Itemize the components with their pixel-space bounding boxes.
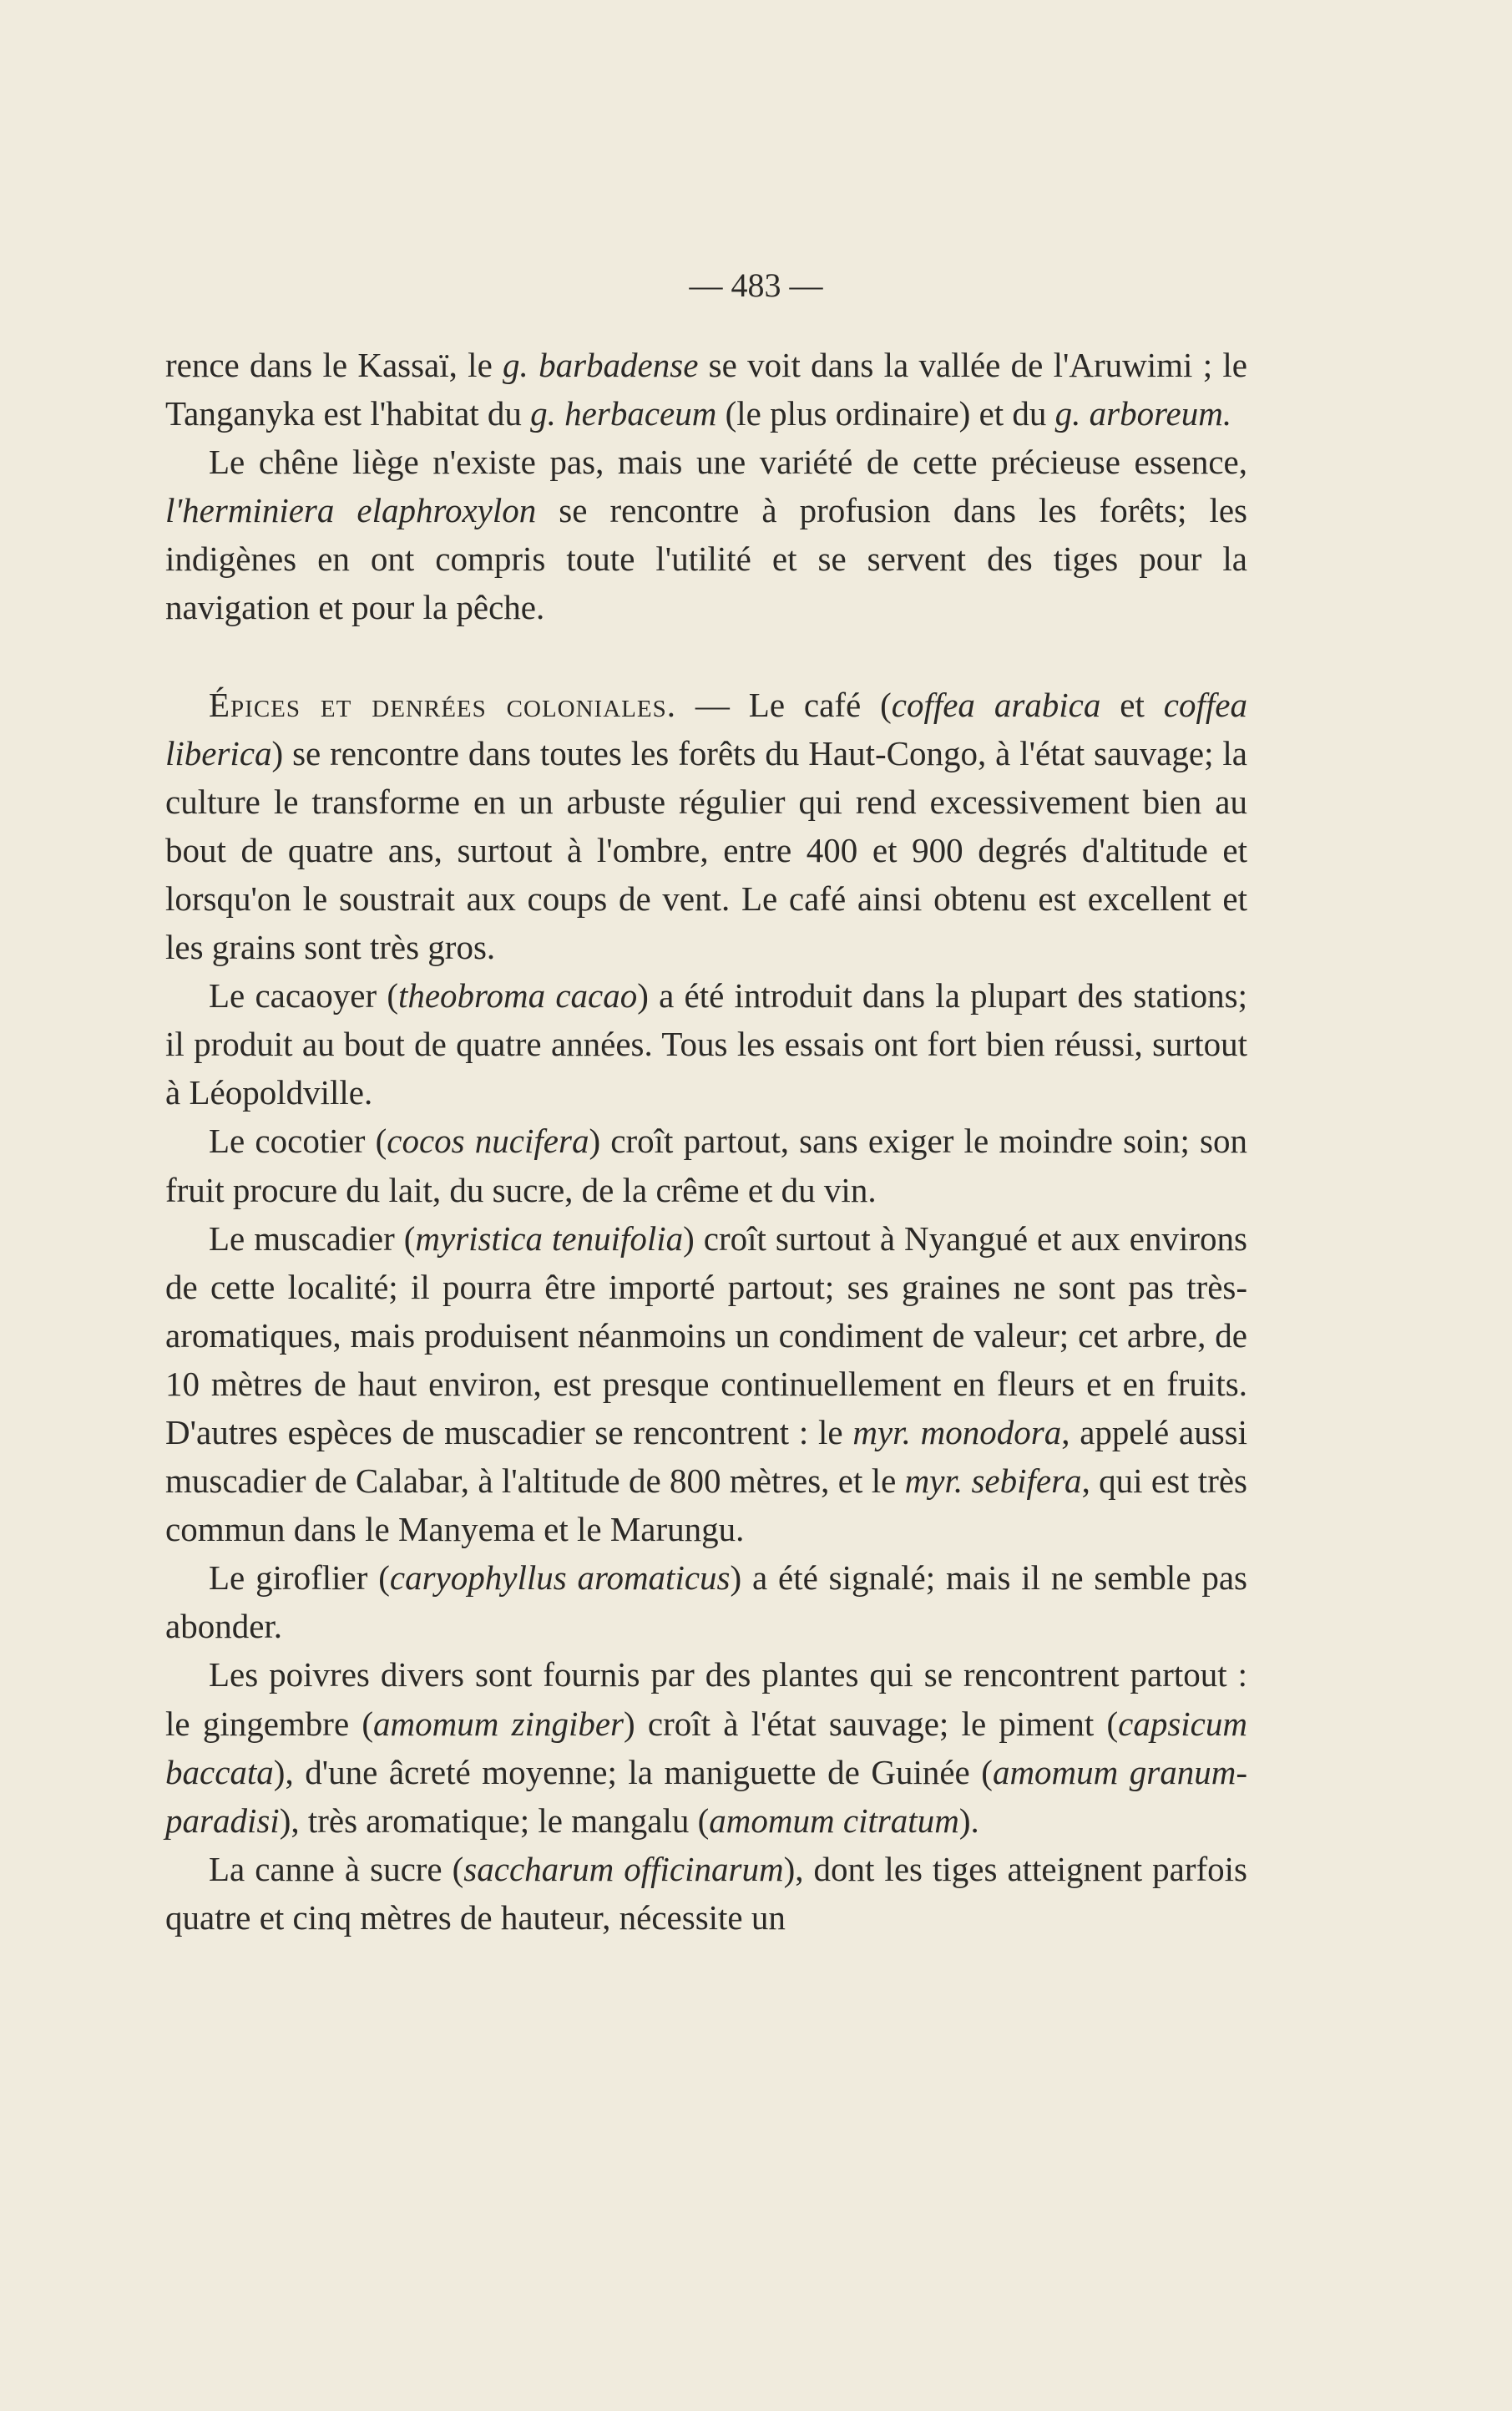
latin-name: cocos nucifera — [387, 1122, 589, 1161]
text-run: Le giroflier ( — [209, 1558, 390, 1598]
paragraph-7 — [165, 1553, 1247, 1650]
latin-name: amomum granum-paradisi — [165, 1752, 1247, 1840]
latin-name: myr. monodora — [852, 1412, 1062, 1451]
paragraph-5 — [165, 1117, 1247, 1213]
text-run: ) croît partout, sans exiger le moindre soin; son fruit procure du lait, du sucre, de la crême et du vin. — [165, 1122, 1247, 1209]
text-run: ) croît à l'état sauvage; le piment ( — [624, 1704, 1119, 1743]
latin-name: myristica tenuifolia — [415, 1218, 684, 1258]
latin-name: l'herminiera elaphroxylon — [165, 491, 537, 530]
paragraph-2 — [165, 438, 1247, 631]
text-run: ) croît surtout à Nyangué et aux environs de cette localité; il pourra être importé partout; ses graines ne sont pas très-aromatiques, mais produisent néanmoins un condiment de valeur; cet arbre, de 10 mètres de haut environ, est presque continuellement en fleurs et en fruits. D'autres espèces de muscadier se rencontrent : le — [165, 1218, 1247, 1451]
text-run: rence dans le Kassaï, le — [165, 346, 503, 384]
text-run: (le plus ordinaire) et du — [716, 394, 1055, 433]
text-run: Le cacaoyer ( — [209, 976, 398, 1016]
text-run: Les poivres divers sont fournis par des plantes qui se rencontrent partout : le gingembre ( — [165, 1655, 1247, 1743]
text-run: et — [1100, 685, 1164, 724]
latin-name: amomum citratum — [709, 1801, 959, 1840]
text-run: ). — [958, 1801, 979, 1840]
latin-name: coffea arabica — [891, 685, 1101, 724]
text-run: , qui est très commun dans le Manyema et le Marungu. — [165, 1461, 1248, 1549]
latin-name: theobroma cacao — [397, 976, 638, 1016]
paragraph-3 — [165, 681, 1247, 972]
latin-name: coffea liberica — [165, 685, 1247, 772]
latin-name: amomum zingiber — [373, 1704, 624, 1743]
body-text — [165, 341, 1247, 1942]
latin-name: saccharum officinarum — [463, 1849, 784, 1888]
latin-name: caryophyllus aromaticus — [389, 1558, 731, 1598]
latin-name: g. arboreum. — [1054, 394, 1232, 433]
text-run: se rencontre à profusion dans les forêts; les indigènes en ont compris toute l'utilité et se servent des tiges pour la navigation et pour la pêche. — [165, 491, 1248, 627]
text-run: Le chêne liège n'existe pas, mais une variété de cette précieuse essence, — [209, 443, 1247, 482]
text-run: ), d'une âcreté moyenne; la maniguette de Guinée ( — [273, 1752, 993, 1791]
section-heading: Épices et denrées coloniales. — [209, 685, 676, 724]
text-run: La canne à sucre ( — [209, 1849, 464, 1888]
latin-name: myr. sebifera — [904, 1461, 1082, 1501]
text-run: se voit dans la vallée de l'Aruwimi ; le Tanganyka est l'habitat du — [165, 346, 1247, 433]
text-run: — Le café ( — [675, 685, 892, 724]
text-run: ) a été introduit dans la plupart des stations; il produit au bout de quatre années. Tous les essais ont fort bien réussi, surtout à Léopoldville. — [165, 976, 1247, 1112]
text-run: ) a été signalé; mais il ne semble pas abonder. — [165, 1558, 1248, 1646]
text-run: Le muscadier ( — [209, 1218, 416, 1258]
paragraph-4 — [165, 971, 1247, 1117]
paragraph-1 — [165, 341, 1247, 438]
paragraph-9 — [165, 1845, 1247, 1942]
text-run: ) se rencontre dans toutes les forêts du Haut-Congo, à l'état sauvage; la culture le transforme en un arbuste régulier qui rend excessivement bien au bout de quatre ans, surtout à l'ombre, entre 400 et 900 degrés d'altitude et lorsqu'on le soustrait aux coups de vent. Le café ainsi obtenu est excellent et les grains sont très gros. — [165, 733, 1247, 967]
paragraph-6 — [165, 1214, 1247, 1554]
text-run: , appelé aussi muscadier de Calabar, à l'altitude de 800 mètres, et le — [165, 1412, 1248, 1501]
paragraph-8 — [165, 1650, 1247, 1844]
latin-name: g. herbaceum — [530, 394, 717, 433]
text-run: ), dont les tiges atteignent parfois quatre et cinq mètres de hauteur, nécessite un — [165, 1849, 1247, 1937]
text-run: ), très aromatique; le mangalu ( — [279, 1801, 710, 1840]
page-number: — 483 — — [689, 266, 823, 304]
latin-name: g. barbadense — [503, 346, 699, 384]
latin-name: capsicum baccata — [165, 1704, 1247, 1791]
text-run: Le cocotier ( — [209, 1122, 387, 1161]
